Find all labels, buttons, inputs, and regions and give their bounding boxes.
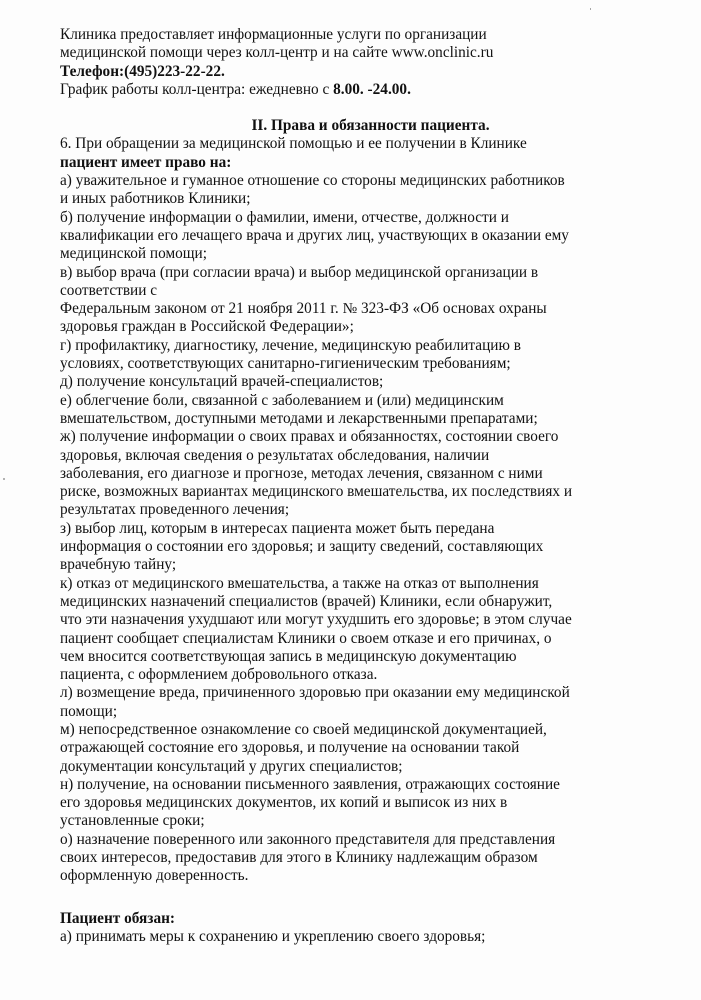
right-line: условиях, соответствующих санитарно-гигиеническим требованиям;: [60, 355, 511, 373]
section-title: II. Права и обязанности пациента.: [251, 117, 490, 135]
call-center-hours: [60, 81, 661, 99]
scan-speck: [590, 8, 591, 10]
right-line: врачебную тайну;: [60, 556, 177, 574]
patient-duties-list: [60, 928, 661, 946]
right-line: заболевания, его диагнозе и прогнозе, методах лечения, связанном с ними: [60, 464, 543, 482]
right-line: г) профилактику, диагностику, лечение, медицинскую реабилитацию в: [60, 336, 521, 354]
right-line: медицинских назначений специалистов (врачей) Клиники, если обнаружит,: [60, 592, 553, 610]
right-line: и иных работников Клиники;: [60, 190, 251, 208]
right-line: о) назначение поверенного или законного представителя для представления: [60, 830, 556, 848]
right-line: риске, возможных вариантах медицинского вмешательства, их последствиях и: [60, 483, 573, 501]
scan-speck: [3, 478, 5, 480]
right-line: ж) получение информации о своих правах и обязанностях, состоянии своего: [60, 428, 559, 446]
intro-line-1: Клиника предоставляет информационные услуги по организации: [60, 26, 487, 43]
hours-label: График работы колл-центра: ежедневно с: [60, 80, 334, 98]
right-line: Федеральным законом от 21 ноября 2011 г. № 323-ФЗ «Об основах охраны: [60, 300, 547, 318]
right-line: здоровья граждан в Российской Федерации»;: [60, 318, 354, 336]
right-line: з) выбор лиц, которым в интересах пациента может быть передана: [60, 519, 495, 537]
right-line: отражающей состояние его здоровья, и получение на основании такой: [60, 739, 520, 757]
right-line: квалификации его лечащего врача и других лиц, участвующих в оказании ему: [60, 226, 569, 244]
right-line: его здоровья медицинских документов, их копий и выписок из них в: [60, 794, 508, 812]
right-line: медицинской помощи;: [60, 245, 207, 263]
right-line: установленные сроки;: [60, 812, 205, 830]
right-line: б) получение информации о фамилии, имени, отчестве, должности и: [60, 208, 509, 226]
right-line: н) получение, на основании письменного заявления, отражающих состояние: [60, 775, 560, 793]
intro-line-2: медицинской помощи через колл-центр и на сайте www.onclinic.ru: [60, 44, 494, 62]
right-line: а) уважительное и гуманное отношение со стороны медицинских работников: [60, 172, 565, 190]
right-line: здоровья, включая сведения о результатах обследования, наличии: [60, 446, 490, 464]
spacer: [60, 886, 661, 910]
right-line: информация о состоянии его здоровья; и защиту сведений, составляющих: [60, 538, 544, 556]
right-line: д) получение консультаций врачей-специалистов;: [60, 373, 384, 391]
phone-number: Телефон:(495)223-22-22.: [60, 62, 225, 80]
patient-rights-heading: пациент имеет право на:: [60, 153, 232, 171]
right-line: к) отказ от медицинского вмешательства, а также на отказ от выполнения: [60, 574, 539, 592]
right-line: л) возмещение вреда, причиненного здоровью при оказании ему медицинской: [60, 684, 570, 702]
paragraph-6-line-1: 6. При обращении за медицинской помощью и ее получении в Клинике: [60, 135, 527, 153]
patient-duties-heading: Пациент обязан:: [60, 909, 176, 927]
right-line: своих интересов, предоставив для этого в Клинику надлежащим образом: [60, 849, 538, 867]
right-line: е) облегчение боли, связанной с заболеванием и (или) медицинским: [60, 391, 504, 409]
right-line: соответствии с: [60, 281, 158, 299]
duty-line: а) принимать меры к сохранению и укреплению своего здоровья;: [60, 927, 486, 945]
right-line: вмешательством, доступными методами и лекарственными препаратами;: [60, 409, 538, 427]
right-line: пациента, с оформлением добровольного отказа.: [60, 666, 378, 684]
hours-value: 8.00. -24.00.: [333, 80, 411, 98]
right-line: м) непосредственное ознакомление со своей медицинской документацией,: [60, 720, 547, 738]
right-line: результатах проведенного лечения;: [60, 501, 290, 519]
right-line: чем вносится соответствующая запись в медицинскую документацию: [60, 647, 517, 665]
right-line: документации консультаций у других специалистов;: [60, 757, 403, 775]
right-line: в) выбор врача (при согласии врача) и выбор медицинской организации в: [60, 263, 539, 281]
right-line: оформленную доверенность.: [60, 867, 249, 885]
right-line: пациент сообщает специалистам Клиники о своем отказе и его причинах, о: [60, 629, 552, 647]
patient-rights-list: [60, 172, 661, 886]
right-line: что эти назначения ухудшают или могут ухудшить его здоровье; в этом случае: [60, 611, 572, 629]
right-line: помощи;: [60, 702, 118, 720]
